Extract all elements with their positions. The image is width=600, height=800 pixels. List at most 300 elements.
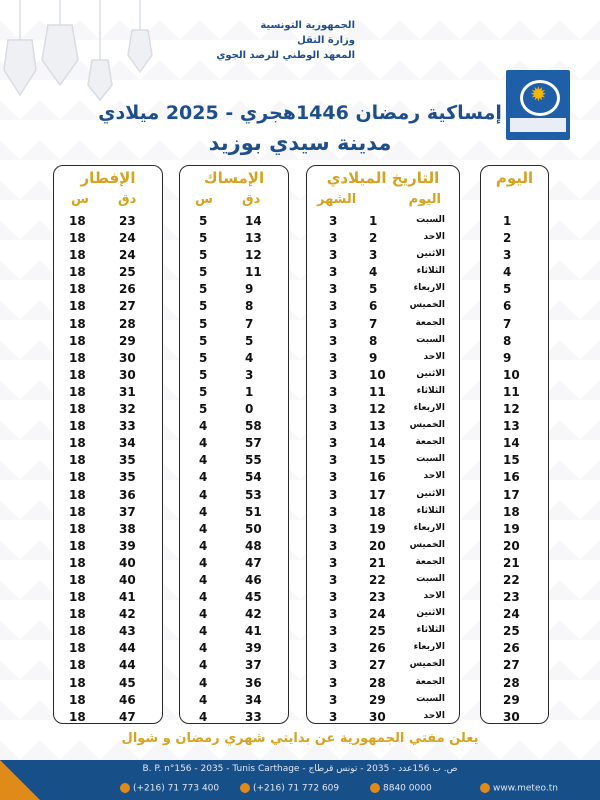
iftar-minute: 36 (119, 487, 136, 502)
weekday-name: الاربعاء (413, 283, 445, 294)
imsak-minute: 34 (245, 692, 262, 707)
iftar-hour: 18 (69, 504, 86, 519)
gregorian-day: 17 (369, 487, 386, 502)
gregorian-column (306, 165, 460, 724)
iftar-hour: 18 (69, 641, 86, 656)
gregorian-day: 25 (369, 624, 386, 639)
gregorian-month: 3 (329, 367, 338, 382)
gregorian-day-subheader: اليوم (408, 192, 441, 207)
table-row (481, 350, 548, 367)
gregorian-day: 18 (369, 504, 386, 519)
table-row (180, 264, 288, 281)
table-row (54, 487, 162, 504)
table-row (180, 333, 288, 350)
iftar-minute: 24 (119, 231, 136, 246)
phone-icon (120, 783, 130, 793)
table-row (307, 606, 459, 623)
gregorian-day: 12 (369, 402, 386, 417)
day-number: 17 (503, 487, 520, 502)
imsak-minute: 4 (245, 350, 254, 365)
gregorian-day: 24 (369, 607, 386, 622)
table-row (180, 555, 288, 572)
imsak-hour: 5 (199, 333, 208, 348)
table-row (180, 572, 288, 589)
imsak-hour: 5 (199, 350, 208, 365)
iftar-minute: 33 (119, 419, 136, 434)
weekday-name: الاحد (423, 471, 445, 482)
weekday-name: الاحد (423, 351, 445, 362)
table-row (481, 606, 548, 623)
gregorian-month: 3 (329, 590, 338, 605)
iftar-minute: 28 (119, 316, 136, 331)
footer-phone-1 (120, 783, 219, 794)
table-row (481, 623, 548, 640)
iftar-hour: 18 (69, 419, 86, 434)
iftar-minute: 35 (119, 453, 136, 468)
gregorian-day: 14 (369, 436, 386, 451)
day-number: 30 (503, 709, 520, 724)
iftar-hour: 18 (69, 282, 86, 297)
weekday-name: الاثنين (416, 608, 445, 619)
table-row (180, 538, 288, 555)
day-number: 22 (503, 572, 520, 587)
iftar-hour: 18 (69, 470, 86, 485)
fax-icon (240, 783, 250, 793)
table-row (307, 213, 459, 230)
gregorian-day: 21 (369, 555, 386, 570)
day-number: 19 (503, 521, 520, 536)
gregorian-month: 3 (329, 350, 338, 365)
day-number: 14 (503, 436, 520, 451)
iftar-hour: 18 (69, 692, 86, 707)
iftar-minute: 42 (119, 607, 136, 622)
weekday-name: الثلاثاء (416, 625, 445, 636)
imsak-hour: 4 (199, 590, 208, 605)
gregorian-month: 3 (329, 607, 338, 622)
iftar-hour-subheader: س (71, 192, 89, 207)
table-row (180, 384, 288, 401)
table-row (307, 367, 459, 384)
imsak-hour: 4 (199, 419, 208, 434)
gregorian-day: 27 (369, 658, 386, 673)
imsak-minute: 54 (245, 470, 262, 485)
day-number: 6 (503, 299, 512, 314)
gregorian-day: 16 (369, 470, 386, 485)
gregorian-day: 19 (369, 521, 386, 536)
weekday-name: الخميس (409, 539, 445, 550)
weekday-name: الاثنين (416, 249, 445, 260)
iftar-minute: 39 (119, 538, 136, 553)
imsak-hour: 5 (199, 316, 208, 331)
iftar-minute: 37 (119, 504, 136, 519)
table-row (180, 213, 288, 230)
table-row (54, 555, 162, 572)
gregorian-month: 3 (329, 709, 338, 724)
weekday-name: الاثنين (416, 368, 445, 379)
imsak-hour: 5 (199, 282, 208, 297)
page-title: إمساكية رمضان 1446هجري - 2025 ميلادي (98, 102, 502, 124)
gregorian-month: 3 (329, 214, 338, 228)
table-row (180, 418, 288, 435)
gregorian-month: 3 (329, 402, 338, 417)
web-icon (480, 783, 490, 793)
iftar-hour: 18 (69, 675, 86, 690)
imsak-hour: 4 (199, 521, 208, 536)
table-row (180, 709, 288, 726)
imsak-minute-subheader: دق (242, 192, 261, 207)
imsak-minute: 12 (245, 248, 262, 263)
iftar-minute: 27 (119, 299, 136, 314)
imsak-minute: 53 (245, 487, 262, 502)
day-number: 10 (503, 367, 520, 382)
day-number: 5 (503, 282, 512, 297)
table-row (54, 316, 162, 333)
table-row (54, 281, 162, 298)
table-row (307, 623, 459, 640)
imsak-hour: 4 (199, 641, 208, 656)
weekday-name: الاحد (423, 710, 445, 721)
table-row (54, 521, 162, 538)
iftar-minute: 25 (119, 265, 136, 280)
iftar-hour: 18 (69, 231, 86, 246)
table-row (307, 555, 459, 572)
footer-phone-3 (370, 783, 432, 794)
iftar-hour: 18 (69, 316, 86, 331)
table-row (307, 572, 459, 589)
table-row (481, 555, 548, 572)
table-row (180, 401, 288, 418)
day-header: اليوم (495, 169, 534, 187)
imsak-hour: 4 (199, 658, 208, 673)
iftar-hour: 18 (69, 436, 86, 451)
weekday-name: الخميس (409, 420, 445, 431)
imsak-minute: 47 (245, 555, 262, 570)
day-number: 2 (503, 231, 512, 246)
iftar-hour: 18 (69, 299, 86, 314)
imsak-hour: 5 (199, 299, 208, 314)
table-row (180, 521, 288, 538)
table-row (307, 401, 459, 418)
imsak-hour: 4 (199, 692, 208, 707)
weekday-name: الاثنين (416, 488, 445, 499)
iftar-hour: 18 (69, 402, 86, 417)
gregorian-day: 8 (369, 333, 378, 348)
table-row (307, 487, 459, 504)
table-row (307, 640, 459, 657)
table-row (54, 401, 162, 418)
gregorian-month: 3 (329, 572, 338, 587)
day-number: 12 (503, 402, 520, 417)
table-row (54, 418, 162, 435)
weekday-name: الاربعاء (413, 403, 445, 414)
table-row (54, 367, 162, 384)
iftar-hour: 18 (69, 521, 86, 536)
iftar-minute: 32 (119, 402, 136, 417)
gregorian-month: 3 (329, 487, 338, 502)
weekday-name: الجمعة (415, 676, 445, 687)
weekday-name: الاحد (423, 232, 445, 243)
ministry-header (216, 18, 355, 63)
phone-1-text: (+216) 71 773 400 (133, 783, 220, 794)
table-row (307, 281, 459, 298)
day-number: 13 (503, 419, 520, 434)
imsak-minute: 50 (245, 521, 262, 536)
gregorian-day: 9 (369, 350, 378, 365)
table-row (54, 606, 162, 623)
table-row (54, 538, 162, 555)
table-row (180, 469, 288, 486)
table-row (54, 384, 162, 401)
imsak-minute: 5 (245, 333, 254, 348)
phone-2-text: (+216) 71 772 609 (253, 783, 340, 794)
website-text[interactable]: www.meteo.tn (493, 783, 558, 794)
imsak-minute: 42 (245, 607, 262, 622)
table-row (54, 589, 162, 606)
weekday-name: السبت (416, 573, 445, 584)
imsak-hour: 5 (199, 231, 208, 246)
iftar-hour: 18 (69, 367, 86, 382)
table-row (481, 401, 548, 418)
gregorian-month: 3 (329, 231, 338, 246)
gregorian-month: 3 (329, 316, 338, 331)
table-row (180, 350, 288, 367)
table-row (180, 435, 288, 452)
gregorian-day: 23 (369, 590, 386, 605)
iftar-minute: 29 (119, 333, 136, 348)
gregorian-month: 3 (329, 504, 338, 519)
table-row (307, 521, 459, 538)
day-number: 25 (503, 624, 520, 639)
gregorian-month-subheader: الشهر (317, 192, 357, 207)
weekday-name: الخميس (409, 300, 445, 311)
table-row (54, 247, 162, 264)
day-number: 9 (503, 350, 512, 365)
table-row (307, 657, 459, 674)
table-row (481, 367, 548, 384)
table-row (307, 350, 459, 367)
iftar-minute: 46 (119, 692, 136, 707)
gregorian-day: 26 (369, 641, 386, 656)
table-row (481, 281, 548, 298)
table-row (180, 675, 288, 692)
phone-3-text: 8840 0000 (383, 783, 432, 794)
table-row (481, 692, 548, 709)
gregorian-day: 3 (369, 248, 378, 263)
table-row (481, 333, 548, 350)
imsak-minute: 13 (245, 231, 262, 246)
iftar-hour: 18 (69, 624, 86, 639)
table-row (180, 281, 288, 298)
iftar-minute: 47 (119, 709, 136, 724)
imsak-minute: 45 (245, 590, 262, 605)
day-number: 18 (503, 504, 520, 519)
iftar-minute: 35 (119, 470, 136, 485)
day-number: 26 (503, 641, 520, 656)
iftar-hour: 18 (69, 384, 86, 399)
table-row (481, 264, 548, 281)
imsak-minute: 51 (245, 504, 262, 519)
imsak-minute: 7 (245, 316, 254, 331)
table-row (481, 230, 548, 247)
imsak-hour: 4 (199, 709, 208, 724)
iftar-column (53, 165, 163, 724)
iftar-hour: 18 (69, 453, 86, 468)
table-row (54, 640, 162, 657)
table-row (481, 538, 548, 555)
imsak-hour: 4 (199, 675, 208, 690)
day-number: 20 (503, 538, 520, 553)
institute-logo-icon: ✹ (506, 70, 570, 140)
iftar-minute: 44 (119, 658, 136, 673)
table-row (54, 657, 162, 674)
table-row (481, 657, 548, 674)
table-row (481, 384, 548, 401)
iftar-minute: 23 (119, 214, 136, 228)
header-line-3: المعهد الوطني للرصد الجوي (216, 50, 355, 61)
table-row (54, 675, 162, 692)
iftar-hour: 18 (69, 214, 86, 228)
iftar-hour: 18 (69, 487, 86, 502)
day-number: 28 (503, 675, 520, 690)
table-row (481, 589, 548, 606)
day-number: 29 (503, 692, 520, 707)
table-row (180, 589, 288, 606)
gregorian-month: 3 (329, 658, 338, 673)
iftar-minute: 43 (119, 624, 136, 639)
imsak-column (179, 165, 289, 724)
table-row (481, 675, 548, 692)
gregorian-day: 22 (369, 572, 386, 587)
table-row (481, 487, 548, 504)
table-row (180, 623, 288, 640)
gregorian-header: التاريخ الميلادي (326, 169, 440, 187)
weekday-name: الثلاثاء (416, 385, 445, 396)
day-number: 15 (503, 453, 520, 468)
imsak-hour: 5 (199, 367, 208, 382)
weekday-name: الثلاثاء (416, 266, 445, 277)
table-row (481, 504, 548, 521)
table-row (307, 435, 459, 452)
day-number: 16 (503, 470, 520, 485)
footer-bar (0, 760, 600, 800)
day-number: 21 (503, 555, 520, 570)
table-row (54, 298, 162, 315)
gregorian-month: 3 (329, 555, 338, 570)
imsak-header: الإمساك (203, 169, 265, 187)
gregorian-month: 3 (329, 333, 338, 348)
city-title: مدينة سيدي بوزيد (208, 131, 392, 155)
iftar-minute: 24 (119, 248, 136, 263)
iftar-hour: 18 (69, 538, 86, 553)
table-row (307, 264, 459, 281)
table-row (481, 521, 548, 538)
gregorian-month: 3 (329, 299, 338, 314)
gregorian-month: 3 (329, 282, 338, 297)
header-line-1: الجمهورية التونسية (260, 20, 355, 31)
imsak-hour: 4 (199, 470, 208, 485)
table-row (54, 350, 162, 367)
table-row (481, 213, 548, 230)
table-row (481, 572, 548, 589)
imsak-minute: 57 (245, 436, 262, 451)
day-number: 7 (503, 316, 512, 331)
footer-website[interactable] (480, 783, 558, 794)
gregorian-day: 1 (369, 214, 378, 228)
table-row (54, 452, 162, 469)
iftar-minute: 30 (119, 367, 136, 382)
table-row (54, 230, 162, 247)
table-row (481, 435, 548, 452)
table-row (481, 709, 548, 726)
table-row (481, 316, 548, 333)
table-row (307, 692, 459, 709)
table-row (180, 640, 288, 657)
gregorian-day: 10 (369, 367, 386, 382)
gregorian-day: 28 (369, 675, 386, 690)
gregorian-day: 15 (369, 453, 386, 468)
gregorian-month: 3 (329, 436, 338, 451)
gregorian-day: 20 (369, 538, 386, 553)
table-row (54, 213, 162, 230)
weekday-name: السبت (416, 693, 445, 704)
imsak-minute: 0 (245, 402, 254, 417)
imsak-hour: 5 (199, 384, 208, 399)
iftar-hour: 18 (69, 265, 86, 280)
day-number: 27 (503, 658, 520, 673)
imsak-hour: 4 (199, 487, 208, 502)
gregorian-month: 3 (329, 521, 338, 536)
iftar-minute: 40 (119, 572, 136, 587)
table-row (180, 487, 288, 504)
table-row (307, 298, 459, 315)
gregorian-month: 3 (329, 538, 338, 553)
gregorian-day: 11 (369, 384, 386, 399)
iftar-minute: 26 (119, 282, 136, 297)
imsak-hour: 4 (199, 555, 208, 570)
weekday-name: الاحد (423, 591, 445, 602)
imsak-minute: 58 (245, 419, 262, 434)
iftar-hour: 18 (69, 709, 86, 724)
gregorian-day: 4 (369, 265, 378, 280)
imsak-minute: 14 (245, 214, 262, 228)
iftar-minute: 40 (119, 555, 136, 570)
iftar-minute: 34 (119, 436, 136, 451)
imsak-minute: 3 (245, 367, 254, 382)
gregorian-month: 3 (329, 384, 338, 399)
gregorian-day: 6 (369, 299, 378, 314)
table-row (481, 452, 548, 469)
imsak-minute: 37 (245, 658, 262, 673)
table-row (180, 298, 288, 315)
iftar-minute: 45 (119, 675, 136, 690)
table-row (307, 469, 459, 486)
table-row (180, 657, 288, 674)
imsak-hour: 4 (199, 453, 208, 468)
gregorian-day: 7 (369, 316, 378, 331)
iftar-hour: 18 (69, 350, 86, 365)
imsak-hour: 5 (199, 402, 208, 417)
gregorian-day: 5 (369, 282, 378, 297)
iftar-minute: 44 (119, 641, 136, 656)
table-row (54, 435, 162, 452)
weekday-name: السبت (416, 215, 445, 225)
footer-address: B. P. n°156 - 2035 - Tunis Carthage - ص. ب 156عدد - 2035 - تونس قرطاج (142, 764, 458, 774)
table-row (481, 247, 548, 264)
weekday-name: الخميس (409, 659, 445, 670)
imsak-minute: 55 (245, 453, 262, 468)
table-row (307, 316, 459, 333)
iftar-hour: 18 (69, 333, 86, 348)
